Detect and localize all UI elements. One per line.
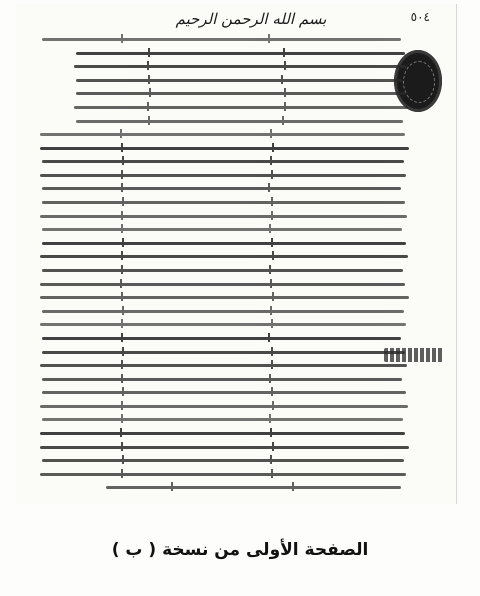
manuscript-line [40,473,406,476]
manuscript-line [40,296,409,299]
manuscript-line [42,201,405,204]
folio-number: ٥٠٤ [410,10,430,24]
manuscript-line [76,92,406,95]
manuscript-line [42,351,405,354]
manuscript-line [42,160,404,163]
manuscript-line [74,65,407,68]
manuscript-line [40,446,409,449]
manuscript-line [42,310,404,313]
manuscript-line [42,378,402,381]
manuscript-page-image [16,4,457,504]
manuscript-line [42,228,402,231]
manuscript-line [40,432,405,435]
manuscript-line [40,283,405,286]
manuscript-line [76,120,403,123]
manuscript-line [76,79,402,82]
manuscript-line [40,215,407,218]
manuscript-line [42,187,401,190]
manuscript-line [40,147,409,150]
page-caption: الصفحة الأولى من نسخة ( ب ) [111,540,369,560]
manuscript-line [74,106,408,109]
margin-annotation [384,348,444,362]
basmala-heading: بسم الله الرحمن الرحيم [175,10,327,28]
manuscript-line [42,242,406,245]
manuscript-line [76,52,405,55]
manuscript-line [42,418,403,421]
manuscript-line [40,405,408,408]
manuscript-line [42,337,401,340]
manuscript-text-body [36,34,404,496]
manuscript-line [40,174,406,177]
manuscript-line [106,486,401,489]
manuscript-line [42,269,403,272]
manuscript-line [42,391,406,394]
manuscript-line [40,323,406,326]
manuscript-line [40,364,407,367]
manuscript-line [40,255,408,258]
manuscript-line [40,133,405,136]
manuscript-line [42,38,401,41]
manuscript-line [42,459,404,462]
